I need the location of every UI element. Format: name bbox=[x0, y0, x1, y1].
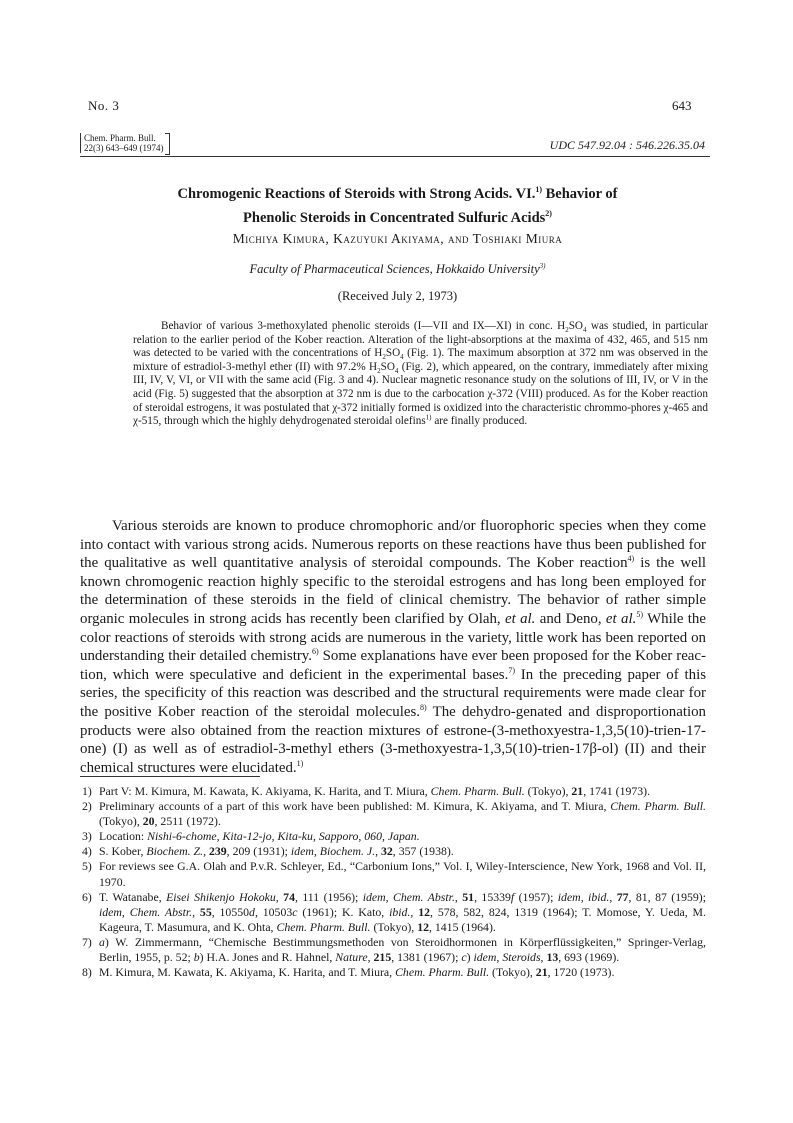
footnote-number: 8) bbox=[82, 965, 92, 980]
body-text-run: and Deno, bbox=[535, 610, 606, 627]
title-ref-1: 1) bbox=[535, 185, 543, 194]
footnote-text-run: , 81, 87 (1959); bbox=[628, 889, 707, 904]
footnote-text-run: (Tokyo), bbox=[489, 965, 536, 980]
footnote-text-run: 20 bbox=[142, 814, 155, 829]
title-ref-2: 2) bbox=[545, 208, 552, 218]
footnote-text-run: , 209 (1931); bbox=[226, 844, 291, 859]
abstract-text-run: SO bbox=[380, 360, 395, 373]
footnote-text-run: Chem. Pharm. Bull. bbox=[430, 784, 525, 798]
body-text-run: 6) bbox=[312, 647, 319, 657]
body-text-run: Various steroids are known to produce chromophoric and/or fluorophoric species when they come into contact with various strong acids. Numerous reports on these reactions have thus been published for the qualitative as well quantitative analysis of steroidal compounds. The Kober reaction bbox=[80, 518, 706, 572]
abstract-text-run: (Fig. 1). The maximum absorption at 372 nm was observed in the mixture of estradiol-3-methyl ether (II) with 97.2% H bbox=[133, 347, 708, 373]
footnote-text-run: , 2511 (1972). bbox=[154, 814, 221, 829]
footnote-text-run: ) bbox=[466, 950, 474, 965]
footnote-text-run: (1961); K. Kato, bbox=[297, 904, 390, 919]
footnote-text-run: Biochem. Z. bbox=[146, 844, 204, 859]
footnote-text-run: , bbox=[410, 904, 419, 919]
footnote-text-run: 215 bbox=[373, 950, 392, 965]
footnote-text bbox=[99, 859, 706, 888]
abstract-text-run: (Fig. 2), which appeared, on the contrary, immediately after mixing III, IV, V, VI, or VII with the same acid (Fig. 3 and 4). Nuclear magnetic resonance study on the solutions of III, IV, or V in the acid (Fig. 5) suggested that the absorption at 372 nm is due to the carbocation χ-372 (VIII) produced. As for the Kober reaction of steroidal estrogens, it was postulated that χ-372 initially formed is oxidized into the characteristic chrommo-phores χ-465 and χ-515, through which the highly dehydrogenated steroidal olefins bbox=[133, 360, 708, 428]
affiliation bbox=[90, 262, 705, 277]
footnote-text-run: Eisei Shikenjo Hokoku bbox=[166, 889, 276, 904]
footnote-text-run: 239 bbox=[208, 844, 227, 859]
footnote-text-run: idem, Chem. Abstr. bbox=[362, 889, 455, 904]
title-part-1: Chromogenic Reactions of Steroids with Strong Acids. VI. bbox=[177, 185, 536, 202]
footnote-item bbox=[80, 829, 706, 844]
author-list: Michiya Kimura, Kazuyuki Akiyama, and Toshiaki Miura bbox=[232, 231, 563, 246]
footnote-text-run: c bbox=[292, 904, 298, 919]
abstract-text-run: Behavior of various 3-methoxylated phenolic steroids (I—VII and IX—XI) in conc. H bbox=[161, 320, 566, 332]
citation-volume: 22(3) 643–649 (1974) bbox=[84, 143, 164, 153]
title-part-3: Phenolic Steroids in Concentrated Sulfuric Acids bbox=[243, 209, 546, 226]
footnote-item bbox=[80, 844, 706, 859]
footnote-text-run: ibid. bbox=[389, 904, 411, 919]
footnote-text-run: 21 bbox=[535, 965, 548, 980]
footnote-list bbox=[80, 784, 706, 980]
footnote-text-run: , 578, 582, 824, 1319 (1964); T. Momose, Y. Ueda, M. Kageura, T. Masumura, and K. Ohta, bbox=[99, 904, 706, 934]
footnote-text-run: 32 bbox=[381, 844, 393, 859]
page-number: 643 bbox=[672, 98, 692, 113]
abstract-text-run: SO bbox=[568, 320, 584, 332]
footnote-text-run: , bbox=[275, 889, 284, 904]
footnote-text-run: , 357 (1938). bbox=[392, 844, 454, 859]
footnote-text-run: idem, ibid. bbox=[557, 889, 610, 904]
abstract-text-run: 2 bbox=[565, 326, 569, 335]
abstract-text-run: 4 bbox=[394, 367, 399, 376]
footnote-text-run: 12 bbox=[418, 904, 430, 919]
paper-title bbox=[90, 180, 705, 228]
abstract-text-run: 4 bbox=[400, 353, 404, 362]
citation-bracket bbox=[165, 133, 170, 155]
footnote-text-run: f bbox=[510, 889, 515, 904]
affiliation-text: Faculty of Pharmaceutical Sciences, Hokkaido University bbox=[249, 262, 540, 277]
footnote-text bbox=[99, 935, 706, 964]
intro-paragraph bbox=[80, 517, 706, 777]
footnote-item bbox=[80, 784, 706, 799]
footnote-text-run: , bbox=[375, 844, 381, 859]
footnote-item bbox=[80, 965, 706, 980]
body-text-run: Some explanations have ever been proposed for the Kober reac-tion, which were speculative and deficient in the experimental bases. bbox=[80, 648, 706, 683]
body-text-run: In the preceding paper of this series, the specificity of this reaction was described and the structural requirements were made clear for the positive Kober reaction of the steroidal molecules. bbox=[80, 666, 706, 720]
footnote-text-run: For reviews see G.A. Olah and P.v.R. Schleyer, Ed., “Carbonium Ions,” Vol. I, Wiley-Interscience, New York, 1968 and Vol. II, 1970. bbox=[99, 859, 706, 889]
body-text-run: is the well known chromogenic reaction highly specific to the steroidal estrogens and has long been employed for the determination of these steroids in the field of clinical chemistry. The behavior of rather simple organic molecules in strong acids has recently been clarified by Olah, bbox=[80, 555, 707, 627]
received-date: (Received July 2, 1973) bbox=[337, 289, 458, 303]
footnote-text-run: , bbox=[540, 950, 547, 965]
footnote-text-run: Chem. Pharm. Bull. bbox=[610, 799, 706, 814]
footnote-text-run: , 10503 bbox=[254, 904, 293, 919]
footnote-text-run: b bbox=[193, 950, 200, 965]
footnote-text-run: 77 bbox=[616, 889, 629, 904]
abstract-text-run: 4 bbox=[583, 326, 587, 335]
footnote-text-run: d bbox=[249, 904, 255, 919]
footnote-text bbox=[99, 784, 650, 798]
footnote-text-run: , bbox=[203, 844, 209, 859]
footnote-text-run: , bbox=[454, 889, 463, 904]
body-text-run: et al. bbox=[505, 610, 536, 627]
footnote-item bbox=[80, 859, 706, 889]
body-text-run: 8) bbox=[420, 702, 427, 712]
footnote-text-run: 55 bbox=[199, 904, 212, 919]
footnote-item bbox=[80, 890, 706, 935]
footnote-text-run: , 1381 (1967); bbox=[391, 950, 462, 965]
footnote-text-run: , 15339 bbox=[474, 889, 511, 904]
body-text-run: 7) bbox=[508, 665, 515, 675]
issue-number: No. 3 bbox=[88, 98, 120, 113]
title-part-2: Behavior of bbox=[542, 185, 618, 202]
body-text-run: While the color reactions of steroids with strong acids are numerous in the variety, little work has been reported on understanding their detailed chemistry. bbox=[80, 610, 706, 665]
footnote-text-run: , 1720 (1973). bbox=[547, 965, 615, 980]
footnote-number: 6) bbox=[82, 889, 92, 904]
footnote-text-run: ) W. Zimmermann, “Chemische Bestimmungsmethoden von Steroidhormonen in Körperflüssigkeiten,” Springer-Verlag, Berlin, 1955, p. 52; bbox=[99, 934, 706, 965]
footnote-text-run: Part V: M. Kimura, M. Kawata, K. Akiyama, K. Harita, and T. Miura, bbox=[99, 784, 431, 798]
affiliation-ref: 3) bbox=[539, 262, 546, 270]
footnote-text-run: (Tokyo), bbox=[524, 784, 572, 798]
citation-journal: Chem. Pharm. Bull. bbox=[84, 133, 156, 143]
abstract-text-run: was studied, in particular relation to the earlier period of the Kober reaction. Alteration of the light-absorptions at the maxima of 432, 465, and 515 nm was detected to be varied with the concentrations of H bbox=[133, 320, 708, 360]
footnote-number: 1) bbox=[82, 784, 92, 798]
footnote-text-run: Nature bbox=[335, 950, 368, 965]
footnote-text-run: T. Watanabe, bbox=[99, 889, 167, 904]
footnote-item bbox=[80, 799, 706, 829]
footnote-text-run: , 1741 (1973). bbox=[583, 784, 651, 798]
footnote-text-run: (1957); bbox=[514, 889, 558, 904]
footnote-text-run: Location: bbox=[99, 829, 148, 844]
abstract bbox=[133, 320, 708, 429]
footnote-text-run: 51 bbox=[462, 889, 475, 904]
footnote-text bbox=[99, 890, 706, 934]
footnote-number: 7) bbox=[82, 934, 92, 949]
footnote-text-run: ) H.A. Jones and R. Hahnel, bbox=[199, 950, 336, 965]
footnote-text bbox=[99, 844, 454, 858]
footnote-text-run: 21 bbox=[571, 784, 584, 798]
footnote-text-run: a bbox=[99, 934, 105, 949]
footnote-rule bbox=[80, 776, 260, 777]
footnote-text-run: S. Kober, bbox=[99, 844, 147, 859]
abstract-text-run: are finally produced. bbox=[431, 415, 528, 428]
footnote-text-run: 12 bbox=[417, 919, 429, 934]
footnote-text-run: c bbox=[461, 950, 467, 965]
footnote-text-run: , bbox=[609, 889, 617, 904]
footnote-number: 2) bbox=[82, 799, 92, 814]
footnote-text-run: Preliminary accounts of a part of this work have been published: M. Kimura, K. Akiyama, and T. Miura, bbox=[99, 799, 611, 814]
body-text-run: 1) bbox=[296, 758, 304, 768]
footnote-text-run: Chem. Pharm. Bull. bbox=[276, 919, 371, 934]
footnote-text-run: (Tokyo), bbox=[99, 814, 143, 829]
udc-code: UDC 547.92.04 : 546.226.35.04 bbox=[549, 138, 705, 152]
footnote-text-run: , bbox=[192, 904, 200, 919]
footnote-text-run: 74 bbox=[283, 889, 295, 904]
body-text-run: The dehydro-genated and disproportionation products were also obtained from the reaction mixtures of estrone-(3-methoxyestra-1,3,5(10)-trien-17-one) (I) as well as of estradiol-3-methyl ethers (3-methoxyestra-1,3,5(10)-trien-17β-ol) (II) and their chemical structures were elucidated. bbox=[80, 703, 706, 776]
abstract-text-run: 1) bbox=[425, 413, 432, 422]
body-text-run: 4) bbox=[627, 554, 635, 564]
footnote-text bbox=[99, 799, 706, 828]
footnote-number: 4) bbox=[82, 844, 92, 859]
footnote-text-run: , 10550 bbox=[211, 904, 250, 919]
body-text-run: et al. bbox=[605, 610, 637, 627]
abstract-text-run: 2 bbox=[382, 353, 386, 362]
footnote-item bbox=[80, 935, 706, 965]
footnote-text-run: , 1415 (1964). bbox=[428, 919, 496, 934]
footnote-text-run: idem, Chem. Abstr. bbox=[99, 904, 193, 919]
footnote-text-run: , bbox=[367, 950, 374, 965]
footnote-text-run: idem, Steroids bbox=[473, 950, 541, 965]
journal-citation bbox=[80, 133, 164, 153]
header-rule bbox=[80, 156, 710, 157]
footnote-text-run: M. Kimura, M. Kawata, K. Akiyama, K. Harita, and T. Miura, bbox=[99, 965, 396, 980]
footnote-number: 3) bbox=[82, 829, 92, 844]
footnote-text-run: 13 bbox=[546, 950, 559, 965]
body-text-run: 5) bbox=[636, 610, 643, 619]
footnote-text-run: Chem. Pharm. Bull. bbox=[395, 965, 490, 980]
footnote-text bbox=[99, 965, 614, 979]
footnote-text bbox=[99, 829, 420, 843]
footnote-text-run: , 693 (1969). bbox=[558, 950, 620, 965]
footnote-number: 5) bbox=[82, 859, 92, 874]
footnote-text-run: Nishi-6-chome, Kita-12-jo, Kita-ku, Sapporo, 060, Japan. bbox=[147, 829, 420, 844]
footnote-text-run: idem, Biochem. J. bbox=[290, 844, 376, 859]
abstract-text-run: SO bbox=[385, 347, 401, 360]
abstract-text-run: 2 bbox=[377, 367, 381, 376]
footnote-text-run: , 111 (1956); bbox=[294, 889, 363, 904]
footnote-text-run: (Tokyo), bbox=[370, 919, 418, 934]
